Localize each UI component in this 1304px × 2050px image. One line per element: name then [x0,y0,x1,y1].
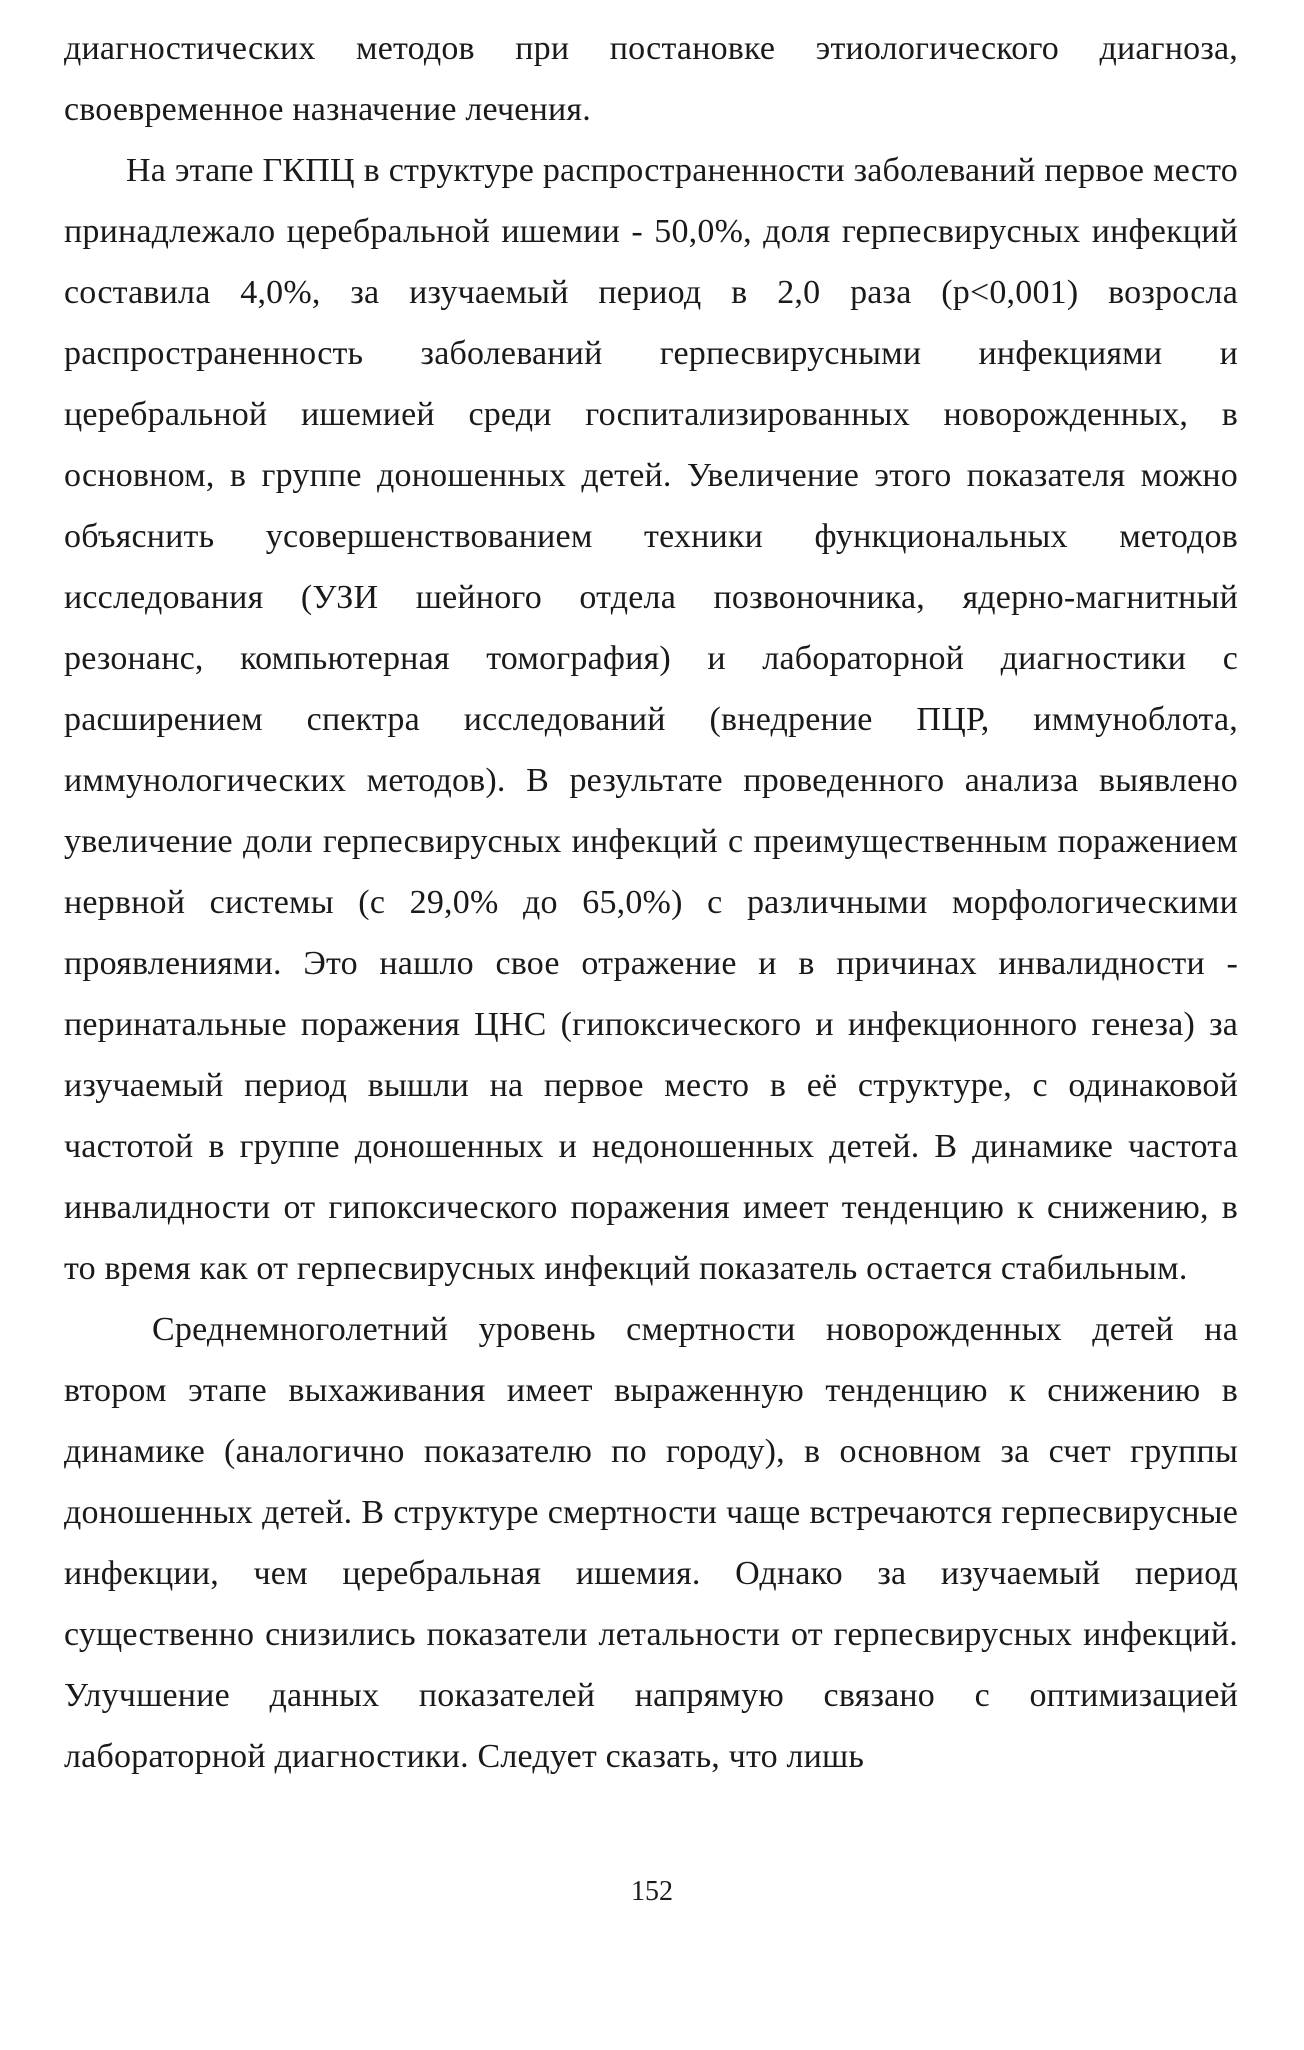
paragraph-mortality: Среднемноголетний уровень смертности новорожденных детей на втором этапе выхаживания имеет выраженную тенденцию к снижению в динамике (аналогично показателю по городу), в основном за счет группы доношенных детей. В структуре смертности чаще встречаются герпесвирусные инфекции, чем церебральная ишемия. Однако за изучаемый период существенно снизились показатели летальности от герпесвирусных инфекций. Улучшение данных показателей напрямую связано с оптимизацией лабораторной диагностики. Следует сказать, что лишь [64,1311,1238,1775]
page-number: 152 [631,1876,673,1907]
paragraph-continuation: диагностических методов при постановке этиологического диагноза, своевременное назначение лечения. [64,30,1238,128]
paragraph-gkpc: На этапе ГКПЦ в структуре распространенности заболеваний первое место принадлежало церебральной ишемии - 50,0%, доля герпесвирусных инфекций составила 4,0%, за изучаемый период в 2,0 раза (р<0,001) возросла распространенность заболеваний герпесвирусными инфекциями и церебральной ишемией среди госпитализированных новорожденных, в основном, в группе доношенных детей. Увеличение этого показателя можно объяснить усовершенствованием техники функциональных методов исследования (УЗИ шейного отдела позвоночника, ядерно-магнитный резонанс, компьютерная томография) и лабораторной диагностики с расширением спектра исследований (внедрение ПЦР, иммуноблота, иммунологических методов). В результате проведенного анализа выявлено увеличение доли герпесвирусных инфекций с преимущественным поражением нервной системы (с 29,0% до 65,0%) с различными морфологическими проявлениями. Это нашло свое отражение и в причинах инвалидности - перинатальные поражения ЦНС (гипоксического и инфекционного генеза) за изучаемый период вышли на первое место в её структуре, с одинаковой частотой в группе доношенных и недоношенных детей. В динамике частота инвалидности от гипоксического поражения имеет тенденцию к снижению, в то время как от герпесвирусных инфекций показатель остается стабильным. [64,152,1238,1287]
body-text [64,18,1238,1787]
